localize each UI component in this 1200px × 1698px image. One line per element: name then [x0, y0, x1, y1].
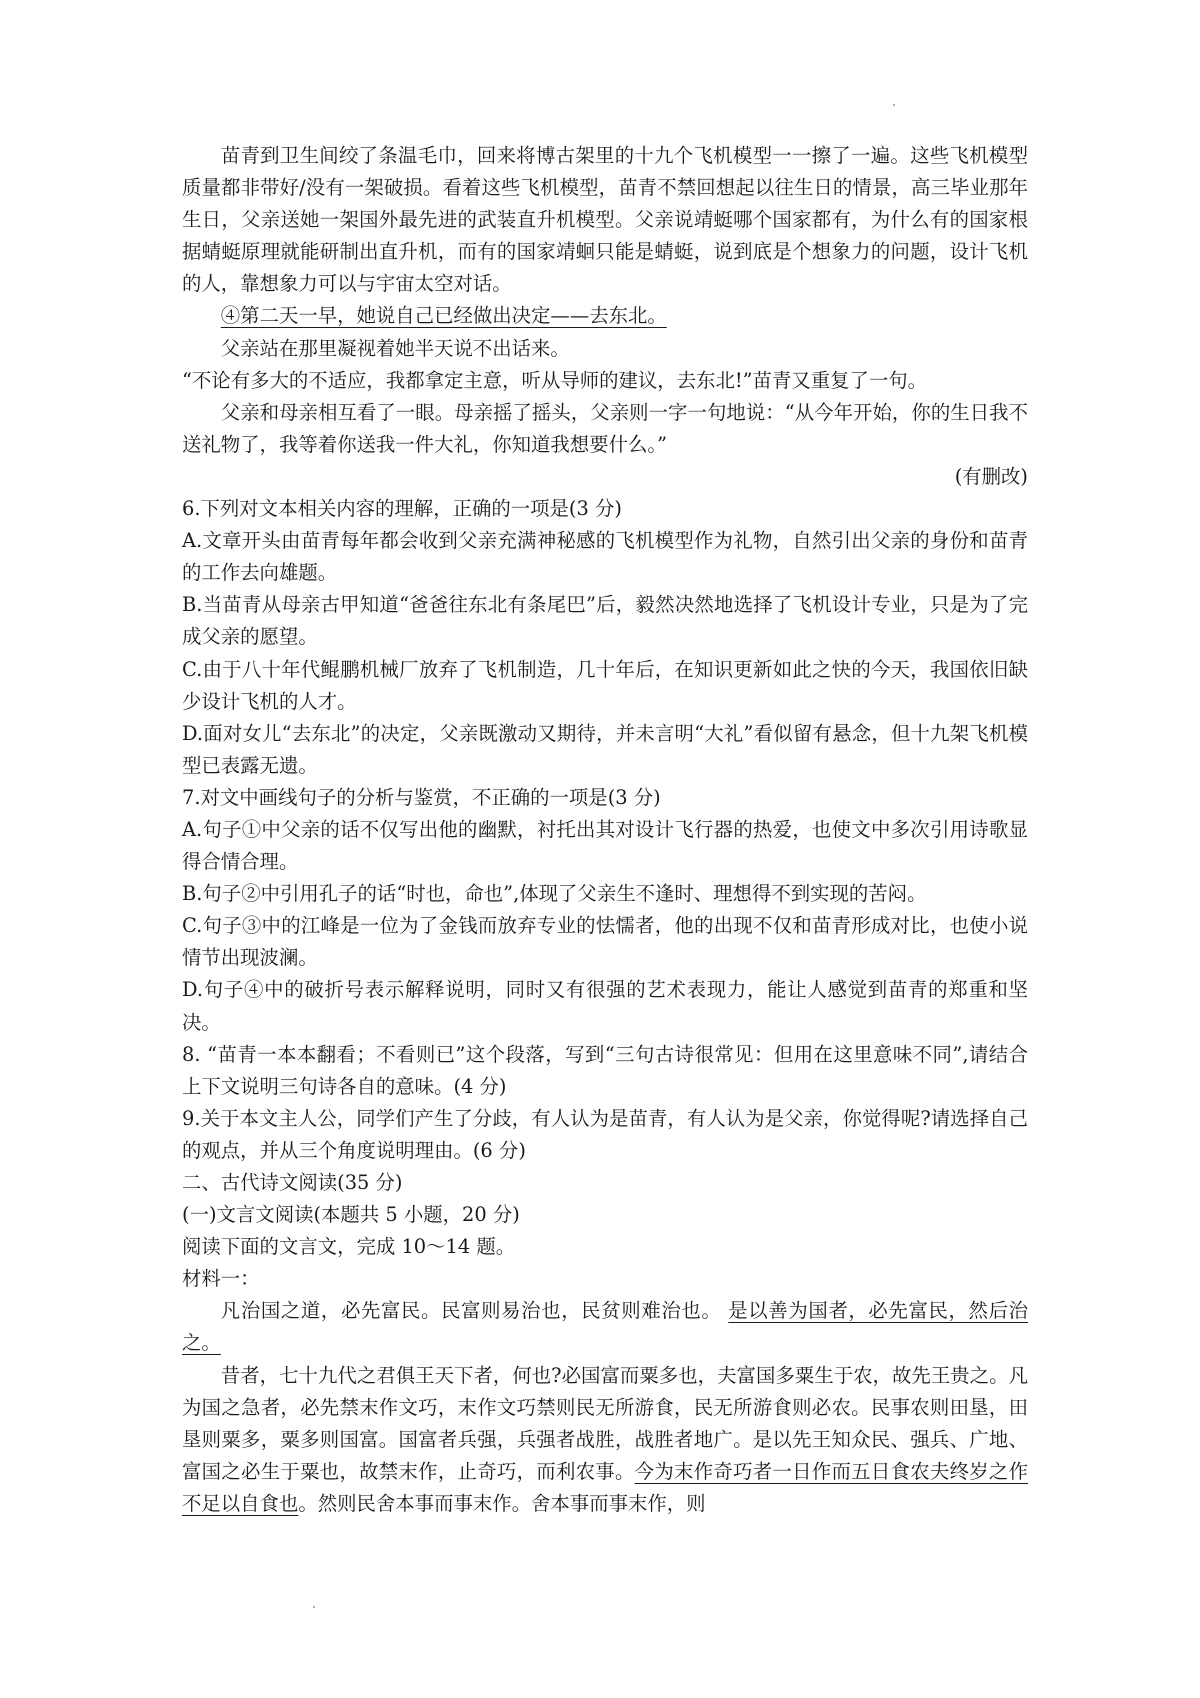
- question-7-option-a: A.句子①中父亲的话不仅写出他的幽默，衬托出其对设计飞行器的热爱，也使文中多次引用诗歌显得合情合理。: [182, 817, 1028, 874]
- underlined-classical-sentence: 是以善为国者，必先富民，然后治之。: [182, 1299, 1029, 1355]
- subsection-heading: (一)文言文阅读(本题共 5 小题，20 分): [182, 1203, 520, 1227]
- question-6-option-a: A.文章开头由苗青每年都会收到父亲充满神秘感的飞机模型作为礼物，自然引出父亲的身份和苗青的工作去向雄题。: [182, 529, 1028, 585]
- classical-text: 凡治国之道，必先富民。民富则易治也，民贫则难治也。: [220, 1299, 729, 1323]
- classical-paragraph: [182, 1295, 1028, 1359]
- question-6-option-d: D.面对女儿“去东北”的决定，父亲既激动又期待，并未言明“大礼”看似留有悬念，但十九架飞机模型已表露无遗。: [182, 721, 1028, 777]
- instruction: 阅读下面的文言文，完成 10～14 题。: [182, 1235, 516, 1259]
- classical-text: 昔者，七十九代之君俱王天下者，何也?必国富而粟多也，夫富国多粟生于农，故先王贵之。凡为国之急者，必先禁末作文巧，末作文巧禁则民无所游食，民无所游食则必农。民事农则田垦，田垦则粟多，粟多则国富。国富者兵强，兵强者战胜，战胜者地广。是以先王知众民、强兵、广地、富国之必生于粟也，故禁末作，止奇巧，而利农事。: [182, 1363, 1028, 1483]
- question-6: 6.下列对文本相关内容的理解，正确的一项是(3 分): [182, 497, 622, 521]
- question-6-option-b: B.当苗青从母亲古甲知道“爸爸往东北有条尾巴”后，毅然决然地选择了飞机设计专业，只是为了完成父亲的愿望。: [182, 593, 1028, 649]
- scan-speck: [893, 104, 895, 106]
- passage-paragraph: “不论有多大的不适应，我都拿定主意，听从导师的建议，去东北!”苗青又重复了一句。: [182, 368, 928, 392]
- classical-text: 。然则民舍本事而事末作。舍本事而事末作，则: [298, 1491, 706, 1515]
- classical-paragraph: [182, 1360, 1028, 1520]
- question-7-option-b: B.句子②中引用孔子的话“时也，命也”,体现了父亲生不逢时、理想得不到实现的苦闷。: [182, 882, 927, 906]
- question-7-option-d: D.句子④中的破折号表示解释说明，同时又有很强的艺术表现力，能让人感觉到苗青的郑重和坚决。: [182, 978, 1028, 1034]
- question-7-option-c: C.句子③中的江峰是一位为了金钱而放弃专业的怯懦者，他的出现不仅和苗青形成对比，也使小说情节出现波澜。: [182, 914, 1028, 970]
- document-page: [182, 140, 1028, 1520]
- edit-note: (有删改): [954, 464, 1028, 488]
- question-7: 7.对文中画线句子的分析与鉴赏，不正确的一项是(3 分): [182, 785, 661, 809]
- question-6-option-c: C.由于八十年代鲲鹏机械厂放弃了飞机制造，几十年后，在知识更新如此之快的今天，我国依旧缺少设计飞机的人才。: [182, 657, 1028, 713]
- passage-paragraph: 父亲站在那里凝视着她半天说不出话来。: [220, 336, 570, 360]
- passage-paragraph: [182, 300, 1028, 332]
- question-9: 9.关于本文主人公，同学们产生了分歧，有人认为是苗青，有人认为是父亲，你觉得呢?请选择自己的观点，并从三个角度说明理由。(6 分): [182, 1106, 1028, 1162]
- passage-paragraph: 父亲和母亲相互看了一眼。母亲摇了摇头，父亲则一字一句地说：“从今年开始，你的生日我不送礼物了，我等着你送我一件大礼，你知道我想要什么。”: [182, 400, 1028, 456]
- underlined-classical-sentence: 今为末作奇巧者一日作而五日食农夫终岁之作不足以自食也: [182, 1459, 1029, 1515]
- underlined-sentence-4: ④第二天一早，她说自己已经做出决定——去东北。: [220, 304, 667, 328]
- question-8: 8. “苗青一本本翻看；不看则已”这个段落，写到“三句古诗很常见：但用在这里意味不同”,请结合上下文说明三句诗各自的意味。(4 分): [182, 1042, 1028, 1098]
- section-heading: 二、古代诗文阅读(35 分): [182, 1171, 403, 1194]
- passage-paragraph: 苗青到卫生间绞了条温毛巾，回来将博古架里的十九个飞机模型一一擦了一遍。这些飞机模型质量都非带好/没有一架破损。看着这些飞机模型，苗青不禁回想起以往生日的情景，高三毕业那年生日，父亲送她一架国外最先进的武装直升机模型。父亲说靖蜓哪个国家都有，为什么有的国家根据蜻蜓原理就能研制出直升机，而有的国家靖蛔只能是蜻蜓，说到底是个想象力的问题，设计飞机的人，靠想象力可以与宇宙太空对话。: [182, 144, 1028, 296]
- material-label: 材料一：: [182, 1267, 260, 1291]
- scan-speck: [313, 1606, 315, 1608]
